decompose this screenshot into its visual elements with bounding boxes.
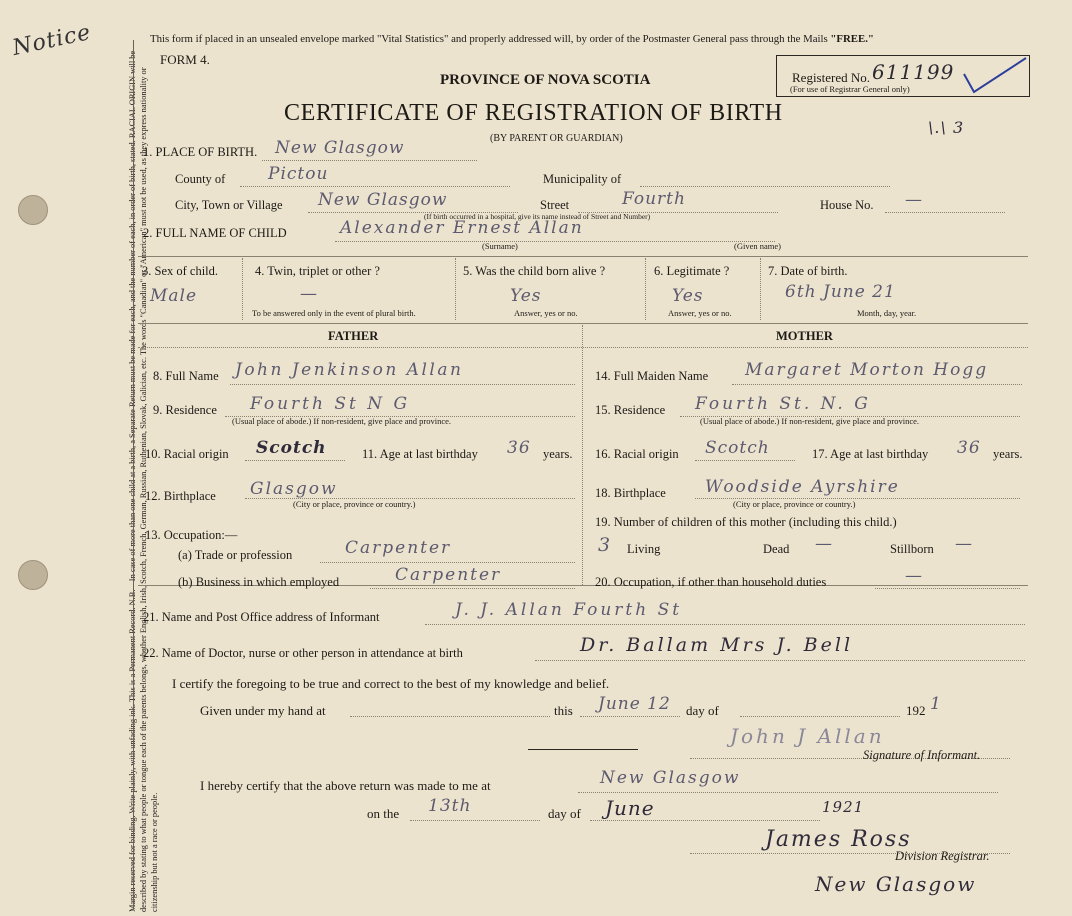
mother-name-value: Margaret Morton Hogg — [745, 360, 989, 380]
father-heading: FATHER — [328, 329, 379, 343]
birth-date-label: 7. Date of birth. — [768, 264, 848, 278]
registrar-signature: James Ross — [765, 827, 912, 852]
street-label: Street — [540, 198, 570, 212]
postal-notice: This form if placed in an unsealed envelope marked "Vital Statistics" and properly addressed will, by order of the Postmaster General pass through the Mails "FREE." — [150, 33, 874, 45]
living-label: Living — [627, 542, 661, 556]
place-value: New Glasgow — [275, 138, 405, 158]
attendant-value: Dr. Ballam Mrs J. Bell — [580, 634, 854, 656]
mother-heading: MOTHER — [776, 329, 833, 343]
trade-value: Carpenter — [345, 538, 452, 558]
trade-label: (a) Trade or profession — [178, 548, 293, 562]
mother-children-label: 19. Number of children of this mother (including this child.) — [595, 515, 897, 529]
registered-note: (For use of Registrar General only) — [790, 84, 910, 94]
registered-month-value: June — [605, 796, 655, 820]
father-age-value: 36 — [507, 438, 531, 458]
house-label: House No. — [820, 198, 874, 212]
stillborn-label: Stillborn — [890, 542, 934, 556]
birth-date-value: 6th June 21 — [785, 282, 896, 302]
alive-value: Yes — [510, 286, 542, 306]
province-heading: PROVINCE OF NOVA SCOTIA — [440, 72, 651, 88]
dead-value: — — [815, 534, 833, 554]
registered-day-value: 13th — [428, 796, 472, 816]
this-label: this — [554, 703, 573, 718]
surname-caption: (Surname) — [482, 241, 518, 251]
mother-residence-label: 15. Residence — [595, 403, 666, 417]
year-prefix: 192 — [906, 703, 926, 718]
certify-line: I certify the foregoing to be true and correct to the best of my knowledge and belief. — [172, 676, 610, 691]
mother-birthplace-label: 18. Birthplace — [595, 486, 666, 500]
mother-racial-value: Scotch — [705, 438, 770, 458]
county-value: Pictou — [268, 164, 329, 184]
living-value: 3 — [598, 534, 612, 556]
child-name-label: 2. FULL NAME OF CHILD — [143, 226, 287, 240]
father-birthplace-note: (City or place, province or country.) — [293, 499, 416, 509]
corner-mark: \.\ 3 — [928, 118, 965, 137]
notice-stamp: Notice — [10, 19, 94, 62]
mother-age-value: 36 — [957, 438, 981, 458]
hospital-note: (If birth occurred in a hospital, give its name instead of Street and Number) — [424, 212, 651, 221]
binding-hole-top — [18, 195, 48, 225]
street-value: Fourth — [622, 189, 686, 209]
county-label: County of — [175, 172, 226, 186]
place-label: 1. PLACE OF BIRTH. — [143, 145, 258, 159]
certificate-title: CERTIFICATE OF REGISTRATION OF BIRTH — [284, 100, 783, 126]
sex-label: 3. Sex of child. — [142, 264, 219, 278]
registrar-place: New Glasgow — [815, 872, 977, 896]
hereby-label: I hereby certify that the above return was made to me at — [200, 778, 491, 793]
informant-signature-caption: Signature of Informant. — [863, 748, 981, 762]
father-residence-value: Fourth St N G — [250, 394, 411, 414]
city-value: New Glasgow — [318, 190, 448, 210]
informant-signature: John J Allan — [730, 724, 885, 748]
stillborn-value: — — [955, 534, 973, 554]
on-the-label: on the — [367, 806, 400, 821]
child-name-value: Alexander Ernest Allan — [340, 218, 584, 238]
pen-checkmark — [960, 52, 1032, 96]
attendant-label: 22. Name of Doctor, nurse or other person in attendance at birth — [143, 646, 463, 660]
registered-place-value: New Glasgow — [600, 768, 741, 788]
mother-age-label: 17. Age at last birthday — [812, 447, 929, 461]
form-number: FORM 4. — [160, 52, 210, 67]
city-label: City, Town or Village — [175, 198, 283, 212]
sex-value: Male — [150, 286, 198, 306]
certificate-subtitle: (BY PARENT OR GUARDIAN) — [490, 133, 623, 144]
mother-birthplace-value: Woodside Ayrshire — [705, 477, 900, 497]
father-racial-value: Scotch — [256, 438, 327, 458]
father-residence-note: (Usual place of abode.) If non-resident, give place and province. — [232, 416, 452, 426]
father-years: years. — [543, 447, 573, 461]
given-name-caption: (Given name) — [734, 241, 781, 251]
birth-date-note: Month, day, year. — [857, 308, 917, 318]
business-value: Carpenter — [395, 565, 502, 585]
house-value: — — [905, 190, 923, 210]
father-name-label: 8. Full Name — [153, 369, 219, 383]
alive-note: Answer, yes or no. — [514, 308, 578, 318]
registered-day-of-label: day of — [548, 806, 581, 821]
margin-rule — [133, 40, 134, 910]
father-age-label: 11. Age at last birthday — [362, 447, 478, 461]
business-label: (b) Business in which employed — [178, 575, 340, 589]
registered-label: Registered No. — [792, 70, 870, 85]
binding-hole-bottom — [18, 560, 48, 590]
mother-years: years. — [993, 447, 1023, 461]
informant-value: J. J. Allan Fourth St — [455, 600, 683, 620]
father-birthplace-label: 12. Birthplace — [145, 489, 216, 503]
mother-racial-label: 16. Racial origin — [595, 447, 679, 461]
father-residence-label: 9. Residence — [153, 403, 217, 417]
day-of-label: day of — [686, 703, 719, 718]
legitimate-value: Yes — [672, 286, 704, 306]
informant-label: 21. Name and Post Office address of Informant — [143, 610, 380, 624]
twin-value: — — [300, 284, 318, 304]
dead-label: Dead — [763, 542, 790, 556]
father-birthplace-value: Glasgow — [250, 479, 338, 499]
registrar-caption: Division Registrar. — [895, 849, 990, 863]
legitimate-note: Answer, yes or no. — [668, 308, 732, 318]
mother-birthplace-note: (City or place, province or country.) — [733, 499, 856, 509]
given-under-label: Given under my hand at — [200, 703, 326, 718]
mother-name-label: 14. Full Maiden Name — [595, 369, 709, 383]
margin-instructions: Margin reserved for binding. Write plainly, with unfading ink. This is a Permanent Record. N.B.—In case of more than one child at a birth, a Separate Return must be made for each, and the number of each, in order of birth, stated. RACIAL ORIGIN will be described by stating to what people or tongue each of the parents belongs, whether English, Irish, Scotch, French, German, Russian, Ruthenian, Slovak, Galician, etc. The words "Canadian" or "American" must not be used, as they express nationality or citizenship but not a race or people. — [128, 50, 159, 912]
year-value: 1 — [930, 694, 942, 714]
mother-occupation-value: — — [905, 566, 923, 586]
alive-label: 5. Was the child born alive ? — [463, 264, 606, 278]
father-racial-label: 10. Racial origin — [145, 447, 229, 461]
this-day-value: June 12 — [598, 694, 671, 714]
registered-number: 611199 — [872, 60, 955, 84]
municipality-label: Municipality of — [543, 172, 622, 186]
mother-occupation-label: 20. Occupation, if other than household duties — [595, 575, 827, 589]
registered-year-value: 1921 — [822, 798, 865, 816]
mother-residence-note: (Usual place of abode.) If non-resident, give place and province. — [700, 416, 920, 426]
twin-note: To be answered only in the event of plural birth. — [252, 308, 416, 318]
father-name-value: John Jenkinson Allan — [235, 360, 464, 380]
legitimate-label: 6. Legitimate ? — [654, 264, 730, 278]
twin-label: 4. Twin, triplet or other ? — [255, 264, 380, 278]
father-occupation-label: 13. Occupation:— — [145, 528, 238, 542]
mother-residence-value: Fourth St. N. G — [695, 394, 871, 414]
